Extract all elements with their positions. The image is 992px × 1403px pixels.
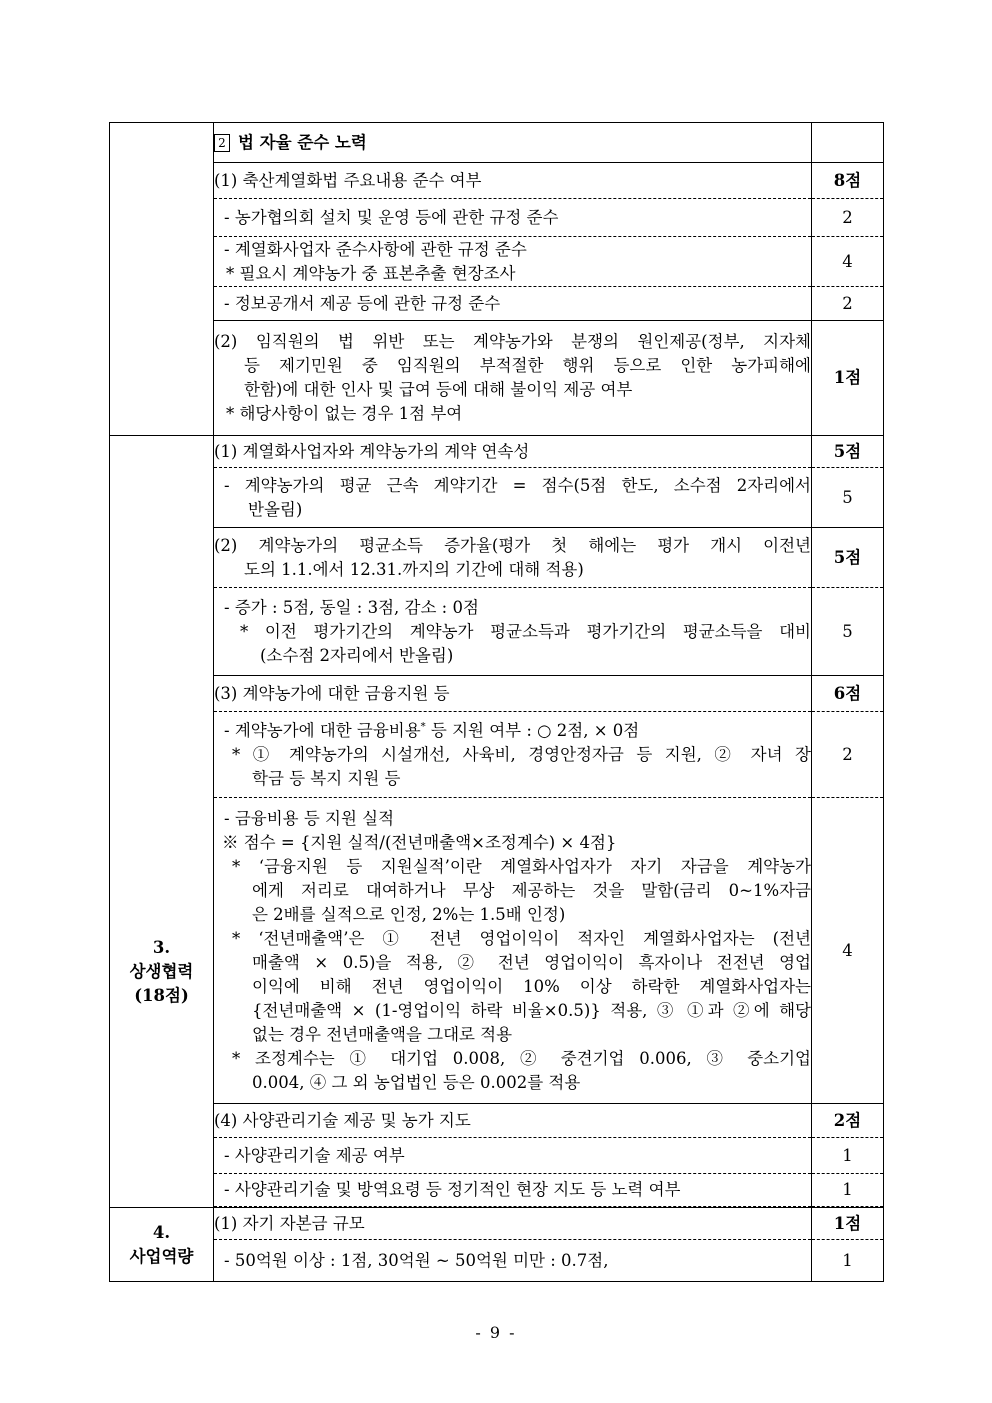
criterion-line: (2) 임직원의 법 위반 또는 계약농가와 분쟁의 원인제공(정부, 지자체 <box>214 332 811 351</box>
note-line: 매출액 × 0.5)을 적용, ② 전년 영업이익이 흑자이나 전전년 영업 <box>252 952 811 972</box>
note-line: 이익에 비해 전년 영업이익이 10% 이상 하락한 계열화사업자는 <box>252 976 811 996</box>
sub-criterion-note: * ① 계약농가의 시설개선, 사육비, 경영안정자금 등 지원, ② 자녀 장 <box>232 744 811 764</box>
sub-criterion-score: 5 <box>812 588 884 676</box>
note-line: 없는 경우 전년매출액을 그대로 적용 <box>252 1024 513 1044</box>
category-cell-capacity <box>110 1208 214 1282</box>
formula-line: ※ 점수 = {지원 실적/(전년매출액×조정계수) × 4점} <box>222 832 617 852</box>
criterion-score: 1점 <box>812 1208 884 1240</box>
page-number: - 9 - <box>475 1323 517 1342</box>
criterion-score: 2점 <box>812 1104 884 1138</box>
evaluation-criteria-table <box>109 122 884 1282</box>
sub-criterion-line: - 계약농가에 대한 금융비용* 등 지원 여부 : ○ 2점, × 0점 <box>224 720 640 740</box>
score-cell-empty <box>812 123 884 163</box>
sub-criterion-label: - 50억원 이상 : 1점, 30억원 ~ 50억원 미만 : 0.7점, <box>224 1250 609 1270</box>
note-line: {전년매출액 × (1-영업이익 하락 비율×0.5)} 적용, ③ ①과 ②에 해당 <box>252 1000 811 1020</box>
sub-criterion-score: 2 <box>812 712 884 798</box>
section-number-box: 2 <box>214 134 230 152</box>
sub-criterion-label: - 농가협의회 설치 및 운영 등에 관한 규정 준수 <box>224 207 559 227</box>
sub-criterion-note: (소수점 2자리에서 반올림) <box>260 645 454 665</box>
criterion-label: (1) 축산계열화법 주요내용 준수 여부 <box>214 163 812 199</box>
section-title: 2 법 자율 준수 노력 <box>214 123 812 163</box>
sub-criterion-note: * 필요시 계약농가 중 표본추출 현장조사 <box>226 263 516 283</box>
criterion-score: 6점 <box>812 676 884 712</box>
criterion-score: 8점 <box>812 163 884 199</box>
sub-criterion-score: 5 <box>812 468 884 528</box>
sub-criterion-note: 학금 등 복지 지원 등 <box>252 768 401 788</box>
note-line: 0.004, ④ 그 외 농업법인 등은 0.002를 적용 <box>252 1072 581 1092</box>
category-cell-cooperation <box>110 436 214 1208</box>
criterion-line: 한함)에 대한 인사 및 급여 등에 대해 불이익 제공 여부 <box>244 380 633 399</box>
sub-criterion-label: - 계열화사업자 준수사항에 관한 규정 준수 <box>224 239 527 259</box>
sub-criterion-score: 1 <box>812 1240 884 1282</box>
category-number: 4. <box>152 1222 171 1242</box>
sub-criterion-score: 4 <box>812 237 884 287</box>
category-points: (18점) <box>134 985 189 1005</box>
category-name: 상생협력 <box>129 961 194 981</box>
criterion-label: (4) 사양관리기술 제공 및 농가 지도 <box>214 1104 812 1138</box>
criterion-line: 등 제기민원 중 임직원의 부적절한 행위 등으로 인한 농가피해에 <box>244 356 811 375</box>
sub-criterion-label: - 정보공개서 제공 등에 관한 규정 준수 <box>224 293 501 313</box>
sub-criterion-line: 반올림) <box>248 499 303 519</box>
category-name: 사업역량 <box>129 1246 194 1266</box>
criterion-score: 5점 <box>812 436 884 468</box>
sub-criterion-score: 2 <box>812 199 884 237</box>
note-line: * ‘금융지원 등 지원실적’이란 계열화사업자가 자기 자금을 계약농가 <box>232 856 811 876</box>
criterion-label: (1) 자기 자본금 규모 <box>214 1208 812 1240</box>
category-cell-continued <box>110 123 214 436</box>
sub-criterion-label: - 사양관리기술 제공 여부 <box>224 1145 405 1165</box>
sub-criterion-line: - 금융비용 등 지원 실적 <box>224 808 395 828</box>
criterion-label: (1) 계열화사업자와 계약농가의 계약 연속성 <box>214 436 812 468</box>
criterion-line: 도의 1.1.에서 12.31.까지의 기간에 대해 적용) <box>244 559 584 579</box>
criterion-score: 5점 <box>812 528 884 588</box>
sub-criterion-score: 2 <box>812 287 884 321</box>
note-line: 은 2배를 실적으로 인정, 2%는 1.5배 인정) <box>252 904 566 924</box>
criterion-note: * 해당사항이 없는 경우 1점 부여 <box>226 404 463 423</box>
note-line: * 조정계수는 ① 대기업 0.008, ② 중견기업 0.006, ③ 중소기업 <box>232 1048 811 1068</box>
category-number: 3. <box>152 937 171 957</box>
criterion-label: (3) 계약농가에 대한 금융지원 등 <box>214 676 812 712</box>
criterion-score: 1점 <box>812 321 884 436</box>
sub-criterion-score: 1 <box>812 1138 884 1174</box>
note-line: * ‘전년매출액’은 ① 전년 영업이익이 적자인 계열화사업자는 (전년 <box>232 928 811 948</box>
note-line: 에게 저리로 대여하거나 무상 제공하는 것을 말함(금리 0~1%자금 <box>252 880 811 900</box>
sub-criterion-score: 1 <box>812 1174 884 1207</box>
sub-criterion-note: * 이전 평가기간의 계약농가 평균소득과 평가기간의 평균소득을 대비 <box>240 621 811 641</box>
sub-criterion-score: 4 <box>812 798 884 1104</box>
sub-criterion-line: - 계약농가의 평균 근속 계약기간 = 점수(5점 한도, 소수점 2자리에서 <box>224 475 811 495</box>
sub-criterion-label: - 사양관리기술 및 방역요령 등 정기적인 현장 지도 등 노력 여부 <box>224 1180 681 1199</box>
criterion-line: (2) 계약농가의 평균소득 증가율(평가 첫 해에는 평가 개시 이전년 <box>214 535 811 555</box>
sub-criterion-line: - 증가 : 5점, 동일 : 3점, 감소 : 0점 <box>224 597 479 617</box>
